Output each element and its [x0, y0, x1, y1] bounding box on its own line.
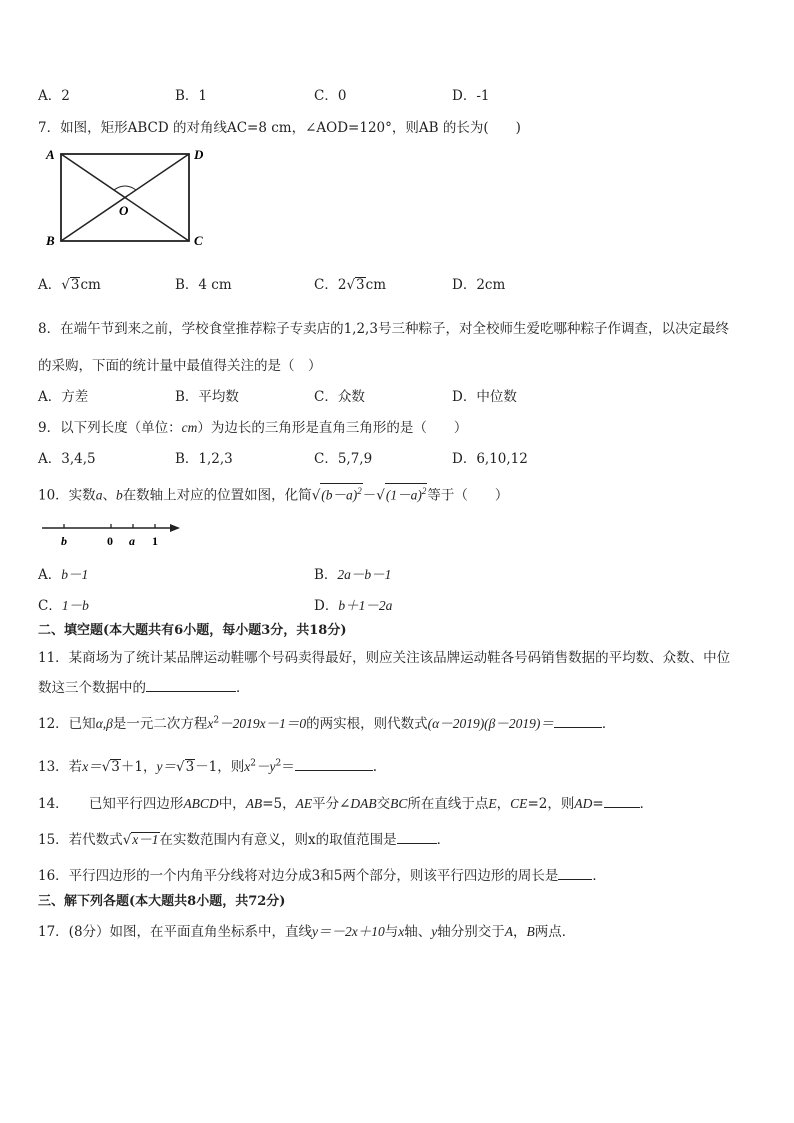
axis-label-one: 1 — [152, 534, 158, 548]
q7-option-b: B．4 cm — [175, 277, 232, 293]
q11-answer-blank[interactable] — [146, 679, 236, 692]
q8-option-c: C．众数 — [314, 389, 365, 405]
section-fill-in-heading: 二、填空题(本大题共有6小题，每小题3分，共18分) — [38, 623, 347, 638]
rectangle-diagram — [44, 144, 214, 252]
axis-label-b: b — [61, 534, 67, 548]
q9-option-a: A．3,4,5 — [38, 451, 96, 467]
q10-option-a: A．b－1 — [38, 567, 89, 583]
q7-question: 7．如图，矩形ABCD 的对角线AC=8 cm，∠AOD=120°，则AB 的长为( ) — [38, 120, 521, 136]
label-c: C — [194, 233, 203, 248]
label-b: B — [46, 233, 55, 248]
axis-arrow — [170, 524, 180, 532]
q11-question-line2: 数这三个数据中的 ． — [38, 680, 250, 696]
axis-label-zero: 0 — [107, 534, 113, 548]
q7-option-d: D．2cm — [452, 277, 506, 293]
q13-question: 13．若x＝√3＋1，y＝√3－1，则$x^2-y^2=$ . — [38, 758, 378, 775]
q8-question-line1: 8．在端午节到来之前，学校食堂推荐粽子专卖店的1,2,3号三种粽子，对全校师生爱吃哪种粽子作调查，以决定最终 — [38, 321, 729, 337]
label-d: D — [194, 147, 204, 162]
label-a: A — [46, 147, 55, 162]
q6-option-d: D．-1 — [452, 88, 490, 104]
q8-question-line2: 的采购，下面的统计量中最值得关注的是（ ） — [38, 358, 322, 374]
number-line-diagram — [40, 518, 190, 550]
q16-answer-blank[interactable] — [558, 867, 592, 880]
axis-label-a: a — [129, 534, 135, 548]
q15-answer-blank[interactable] — [397, 831, 437, 844]
q13-answer-blank[interactable] — [295, 758, 373, 771]
section-solve-heading: 三、解下列各题(本大题共8小题，共72分) — [38, 894, 286, 909]
q6-option-b: B．1 — [175, 88, 208, 104]
label-o: O — [119, 203, 129, 218]
q10-question: 10．实数a、b在数轴上对应的位置如图，化简$√(b-a)^2-√(1-a)^2$等于（ ） — [38, 483, 508, 504]
q17-question: 17．(8分）如图，在平面直角坐标系中，直线y＝－2x＋10与x轴、y轴分别交于A，B两点． — [38, 924, 576, 940]
q6-option-c: C．0 — [314, 88, 347, 104]
q9-option-b: B．1,2,3 — [175, 451, 233, 467]
q10-option-c: C．1－b — [38, 598, 89, 614]
q9-option-c: C．5,7,9 — [314, 451, 373, 467]
q11-question-line1: 11．某商场为了统计某品牌运动鞋哪个号码卖得最好，则应关注该品牌运动鞋各号码销售数据的平均数、众数、中位 — [38, 650, 731, 666]
q10-option-d: D．b＋1－2a — [314, 598, 393, 614]
q7-option-c: C．2√3cm — [314, 277, 387, 293]
q9-question: 9．以下列长度（单位：cm）为边长的三角形是直角三角形的是（ ） — [38, 420, 468, 436]
q10-option-b: B．2a－b－1 — [314, 567, 392, 583]
q8-option-d: D．中位数 — [452, 389, 517, 405]
q14-answer-blank[interactable] — [604, 795, 640, 808]
q7-option-a: A．√3cm — [38, 277, 101, 293]
q6-option-a: A．2 — [38, 88, 70, 104]
q8-option-b: B．平均数 — [175, 389, 239, 405]
q15-question: 15．若代数式√x－1在实数范围内有意义，则x的取值范围是 ． — [38, 832, 451, 848]
angle-aod-arc — [114, 186, 136, 190]
q8-option-a: A．方差 — [38, 389, 89, 405]
q16-question: 16．平行四边形的一个内角平分线将对边分成3和5两个部分，则该平行四边形的周长是 ． — [38, 868, 606, 884]
q14-question: 14． 已知平行四边形ABCD中，AB=5，AE平分∠DAB交BC所在直线于点E，CE=2，则AD= ． — [38, 796, 654, 812]
q12-question: 12．已知α,β是一元二次方程$x^2-2019x-1=0$的两实根，则代数式(α－2019)(β－2019)＝ ． — [38, 715, 616, 732]
q12-answer-blank[interactable] — [554, 715, 602, 728]
q9-option-d: D．6,10,12 — [452, 451, 528, 467]
